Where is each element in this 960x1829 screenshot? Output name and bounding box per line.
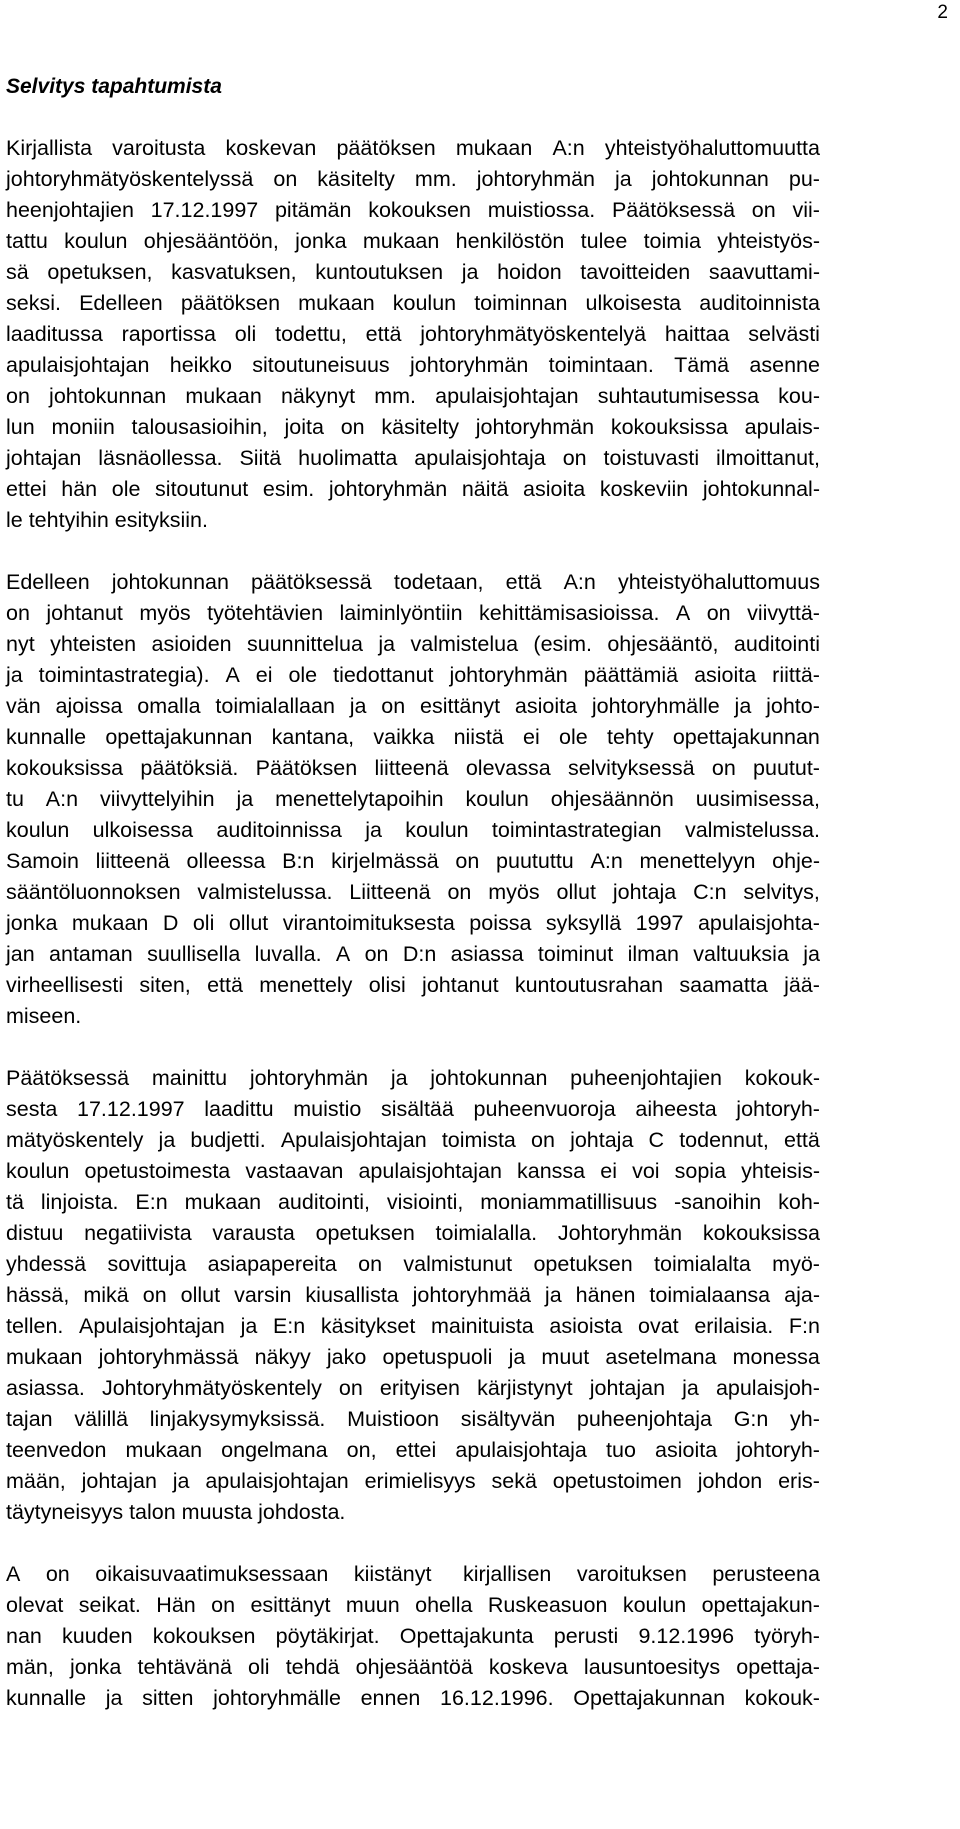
text-line: mukaan johtoryhmässä näkyy jako opetuspuoli ja muut asetelmana monessa <box>6 1345 820 1369</box>
page-number: 2 <box>937 2 948 23</box>
text-line: miseen. <box>6 1004 82 1028</box>
text-line: le tehtyihin esityksiin. <box>6 508 208 532</box>
text-line: A on oikaisuvaatimuksessaan kiistänyt kirjallisen varoituksen perusteena <box>6 1562 820 1586</box>
text-line: tajan välillä linjakysymyksissä. Muistioon sisältyvän puheenjohtaja G:n yh- <box>6 1407 820 1431</box>
text-line: johtoryhmätyöskentelyssä on käsitelty mm. johtoryhmän ja johtokunnan pu- <box>6 167 820 191</box>
text-line: heenjohtajien 17.12.1997 pitämän kokouksen muistiossa. Päätöksessä on vii- <box>6 198 820 222</box>
text-line: nyt yhteisten asioiden suunnittelua ja valmistelua (esim. ohjesääntö, auditointi <box>6 632 820 656</box>
text-line: sääntöluonnoksen valmistelussa. Liitteenä on myös ollut johtaja C:n selvitys, <box>6 880 820 904</box>
paragraph <box>6 1063 820 1528</box>
text-line: ettei hän ole sitoutunut esim. johtoryhmän näitä asioita koskeviin johtokunnal- <box>6 477 820 501</box>
text-line: jonka mukaan D oli ollut virantoimituksesta poissa syksyllä 1997 apulaisjohta- <box>6 911 820 935</box>
text-line: sä opetuksen, kasvatuksen, kuntoutuksen ja hoidon tavoitteiden saavuttami- <box>6 260 820 284</box>
text-line: nan kuuden kokouksen pöytäkirjat. Opettajakunta perusti 9.12.1996 työryh- <box>6 1624 820 1648</box>
text-line: jan antaman suullisella luvalla. A on D:n asiassa toiminut ilman valtuuksia ja <box>6 942 820 966</box>
text-line: koulun opetustoimesta vastaavan apulaisjohtajan kanssa ei voi sopia yhteisis- <box>6 1159 820 1183</box>
section-heading: Selvitys tapahtumista <box>6 75 222 98</box>
text-line: virheellisesti siten, että menettely olisi johtanut kuntoutusrahan saamatta jää- <box>6 973 820 997</box>
text-line: asiassa. Johtoryhmätyöskentely on erityisen kärjistynyt johtajan ja apulaisjoh- <box>6 1376 820 1400</box>
text-line: tattu koulun ohjesääntöön, jonka mukaan henkilöstön tulee toimia yhteistyös- <box>6 229 820 253</box>
text-line: teenvedon mukaan ongelmana on, ettei apulaisjohtaja tuo asioita johtoryh- <box>6 1438 820 1462</box>
text-line: tä linjoista. E:n mukaan auditointi, visiointi, moniammatillisuus -sanoihin koh- <box>6 1190 820 1214</box>
text-line: laaditussa raportissa oli todettu, että johtoryhmätyöskentelyä haittaa selvästi <box>6 322 820 346</box>
paragraph <box>6 1559 820 1714</box>
text-line: sesta 17.12.1997 laadittu muistio sisältää puheenvuoroja aiheesta johtoryh- <box>6 1097 820 1121</box>
text-line: on johtokunnan mukaan näkynyt mm. apulaisjohtajan suhtautumisessa kou- <box>6 384 820 408</box>
text-line: seksi. Edelleen päätöksen mukaan koulun toiminnan ulkoisesta auditoinnista <box>6 291 820 315</box>
text-line: yhdessä sovittuja asiapapereita on valmistunut opetuksen toimialalta myö- <box>6 1252 820 1276</box>
text-line: on johtanut myös työtehtävien laiminlyöntiin kehittämisasioissa. A on viivyttä- <box>6 601 820 625</box>
text-line: tu A:n viivyttelyihin ja menettelytapoihin koulun ohjesäännön uusimisessa, <box>6 787 820 811</box>
text-line: Päätöksessä mainittu johtoryhmän ja johtokunnan puheenjohtajien kokouk- <box>6 1066 820 1090</box>
text-line: Kirjallista varoitusta koskevan päätöksen mukaan A:n yhteistyöhaluttomuutta <box>6 136 820 160</box>
text-line: täytyneisyys talon muusta johdosta. <box>6 1500 346 1524</box>
text-line: kunnalle opettajakunnan kantana, vaikka niistä ei ole tehty opettajakunnan <box>6 725 820 749</box>
text-line: mään, johtajan ja apulaisjohtajan erimielisyys sekä opetustoimen johdon eris- <box>6 1469 820 1493</box>
text-line: Samoin liitteenä olleessa B:n kirjelmässä on puututtu A:n menettelyyn ohje- <box>6 849 820 873</box>
text-line: olevat seikat. Hän on esittänyt muun ohella Ruskeasuon koulun opettajakun- <box>6 1593 820 1617</box>
text-line: ja toimintastrategia). A ei ole tiedottanut johtoryhmän päättämiä asioita riittä- <box>6 663 820 687</box>
paragraph <box>6 133 820 536</box>
document-body <box>6 72 820 1745</box>
text-line: koulun ulkoisessa auditoinnissa ja koulun toimintastrategian valmistelussa. <box>6 818 820 842</box>
text-line: lun moniin talousasioihin, joita on käsitelty johtoryhmän kokouksissa apulais- <box>6 415 820 439</box>
text-line: vän ajoissa omalla toimialallaan ja on esittänyt asioita johtoryhmälle ja johto- <box>6 694 820 718</box>
text-line: mätyöskentely ja budjetti. Apulaisjohtajan toimista on johtaja C todennut, että <box>6 1128 820 1152</box>
text-line: apulaisjohtajan heikko sitoutuneisuus johtoryhmän toimintaan. Tämä asenne <box>6 353 820 377</box>
text-line: män, jonka tehtävänä oli tehdä ohjesääntöä koskeva lausuntoesitys opettaja- <box>6 1655 820 1679</box>
text-line: kokouksissa päätöksiä. Päätöksen liitteenä olevassa selvityksessä on puutut- <box>6 756 820 780</box>
text-line: kunnalle ja sitten johtoryhmälle ennen 16.12.1996. Opettajakunnan kokouk- <box>6 1686 820 1710</box>
text-line: Edelleen johtokunnan päätöksessä todetaan, että A:n yhteistyöhaluttomuus <box>6 570 820 594</box>
text-line: tellen. Apulaisjohtajan ja E:n käsitykset mainituista asioista ovat erilaisia. F:n <box>6 1314 820 1338</box>
text-line: johtajan läsnäollessa. Siitä huolimatta apulaisjohtaja on toistuvasti ilmoittanut, <box>6 446 820 470</box>
text-line: hässä, mikä on ollut varsin kiusallista johtoryhmää ja hänen toimialaansa aja- <box>6 1283 820 1307</box>
text-line: distuu negatiivista varausta opetuksen toimialalla. Johtoryhmän kokouksissa <box>6 1221 820 1245</box>
paragraph <box>6 567 820 1032</box>
